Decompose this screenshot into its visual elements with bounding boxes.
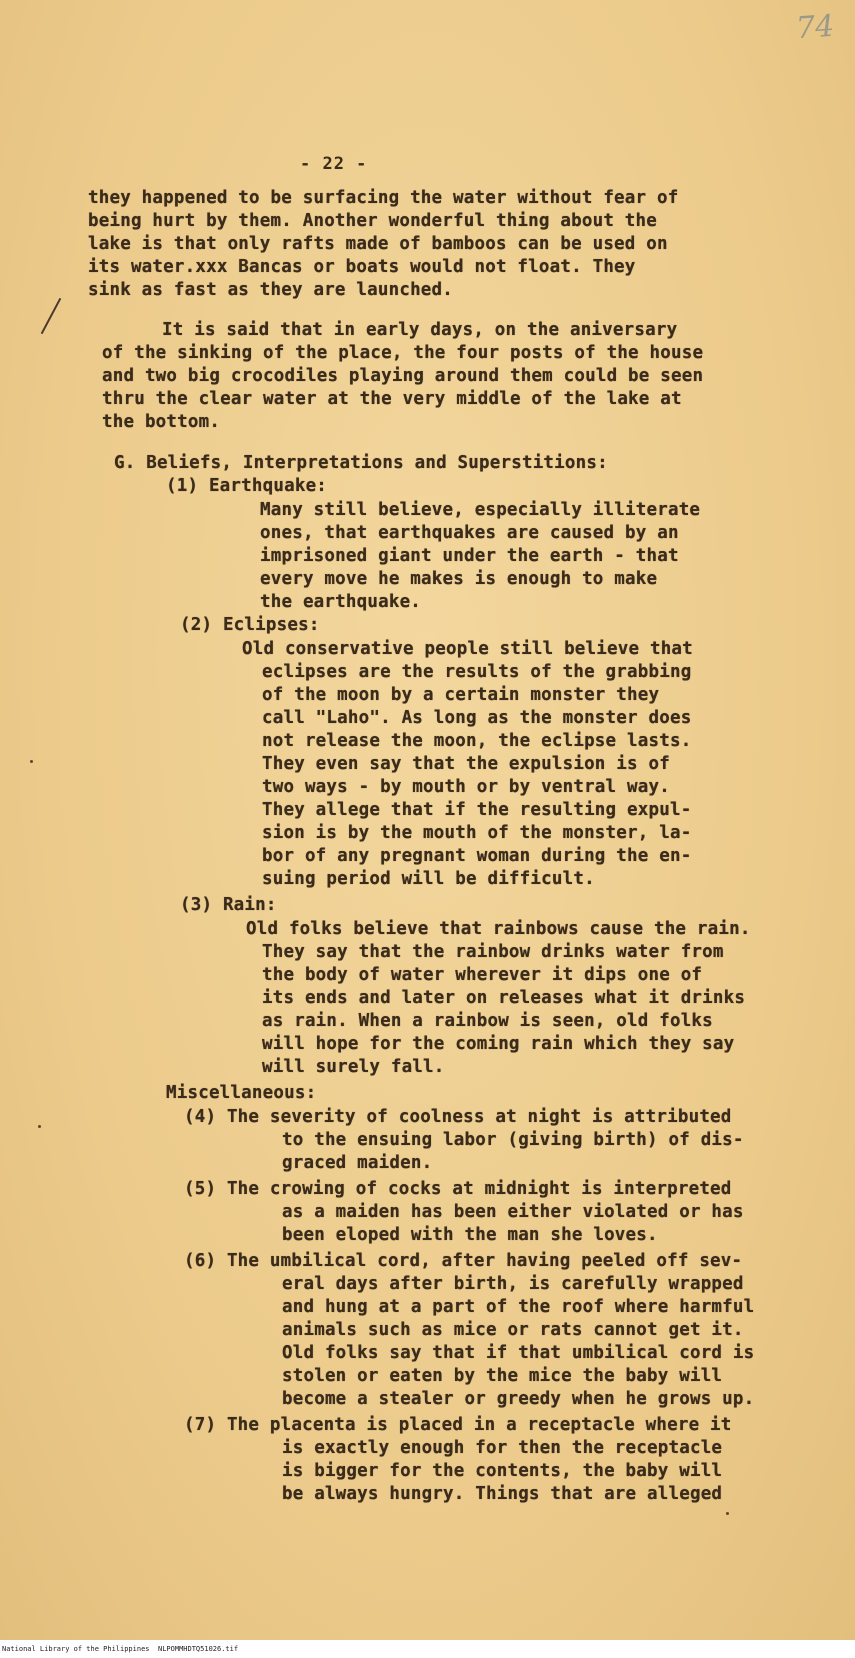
text-line: they happened to be surfacing the water without fear of bbox=[88, 188, 679, 208]
subheading: (2) Eclipses: bbox=[180, 615, 320, 635]
handwritten-page-number: 74 bbox=[794, 8, 836, 47]
text-line: of the moon by a certain monster they bbox=[262, 685, 660, 705]
text-line: suing period will be difficult. bbox=[262, 869, 595, 889]
text-line: They allege that if the resulting expul- bbox=[262, 800, 692, 820]
text-line: They say that the rainbow drinks water from bbox=[262, 942, 724, 962]
footer-file-name: NLPOMMHDTQ51026.tif bbox=[158, 1645, 239, 1653]
subheading: (1) Earthquake: bbox=[166, 476, 328, 496]
section-heading: G. Beliefs, Interpretations and Superstitions: bbox=[114, 453, 608, 473]
text-line: (6) The umbilical cord, after having peeled off sev- bbox=[184, 1251, 743, 1271]
text-line: every move he makes is enough to make bbox=[260, 569, 658, 589]
paper-speck bbox=[38, 1125, 41, 1128]
text-line: sion is by the mouth of the monster, la- bbox=[262, 823, 692, 843]
paper-speck bbox=[30, 760, 33, 763]
text-line: the earthquake. bbox=[260, 592, 422, 612]
text-line: the bottom. bbox=[102, 412, 221, 432]
text-line: to the ensuing labor (giving birth) of dis- bbox=[282, 1130, 744, 1150]
text-line: Old folks believe that rainbows cause the rain. bbox=[246, 919, 751, 939]
text-line: is bigger for the contents, the baby will bbox=[282, 1461, 723, 1481]
text-line: imprisoned giant under the earth - that bbox=[260, 546, 679, 566]
text-line: eclipses are the results of the grabbing bbox=[262, 662, 692, 682]
text-line: two ways - by mouth or by ventral way. bbox=[262, 777, 670, 797]
text-line: its ends and later on releases what it drinks bbox=[262, 988, 746, 1008]
text-line: of the sinking of the place, the four posts of the house bbox=[102, 343, 704, 363]
text-line: Many still believe, especially illiterate bbox=[260, 500, 701, 520]
text-line: not release the moon, the eclipse lasts. bbox=[262, 731, 692, 751]
text-line: is exactly enough for then the receptacle bbox=[282, 1438, 723, 1458]
text-line: It is said that in early days, on the aniversary bbox=[162, 320, 678, 340]
text-line: will hope for the coming rain which they say bbox=[262, 1034, 735, 1054]
text-line: the body of water wherever it dips one of bbox=[262, 965, 703, 985]
text-line: its water.xxx Bancas or boats would not float. They bbox=[88, 257, 636, 277]
margin-pen-mark bbox=[41, 298, 62, 334]
text-line: and two big crocodiles playing around them could be seen bbox=[102, 366, 704, 386]
text-line: be always hungry. Things that are alleged bbox=[282, 1484, 723, 1504]
text-line: graced maiden. bbox=[282, 1153, 433, 1173]
text-line: Old conservative people still believe that bbox=[242, 639, 693, 659]
text-line: and hung at a part of the roof where harmful bbox=[282, 1297, 755, 1317]
footer-library-name: National Library of the Philippines bbox=[2, 1645, 150, 1653]
text-line: eral days after birth, is carefully wrapped bbox=[282, 1274, 744, 1294]
text-line: being hurt by them. Another wonderful thing about the bbox=[88, 211, 658, 231]
text-line: call "Laho". As long as the monster does bbox=[262, 708, 692, 728]
page-number: - 22 - bbox=[300, 154, 368, 174]
text-line: bor of any pregnant woman during the en- bbox=[262, 846, 692, 866]
text-line: as a maiden has been either violated or has bbox=[282, 1202, 744, 1222]
text-line: as rain. When a rainbow is seen, old folks bbox=[262, 1011, 713, 1031]
subheading: (3) Rain: bbox=[180, 895, 277, 915]
text-line: been eloped with the man she loves. bbox=[282, 1225, 658, 1245]
text-line: lake is that only rafts made of bamboos can be used on bbox=[88, 234, 668, 254]
paper-speck bbox=[726, 1512, 729, 1515]
text-line: Old folks say that if that umbilical cord is bbox=[282, 1343, 755, 1363]
text-line: become a stealer or greedy when he grows up. bbox=[282, 1389, 755, 1409]
text-line: They even say that the expulsion is of bbox=[262, 754, 670, 774]
text-line: ones, that earthquakes are caused by an bbox=[260, 523, 679, 543]
text-line: will surely fall. bbox=[262, 1057, 445, 1077]
text-line: (7) The placenta is placed in a receptacle where it bbox=[184, 1415, 732, 1435]
text-line: sink as fast as they are launched. bbox=[88, 280, 454, 300]
text-line: (4) The severity of coolness at night is attributed bbox=[184, 1107, 732, 1127]
text-line: animals such as mice or rats cannot get it. bbox=[282, 1320, 744, 1340]
text-line: thru the clear water at the very middle of the lake at bbox=[102, 389, 682, 409]
subheading: Miscellaneous: bbox=[166, 1083, 317, 1103]
text-line: (5) The crowing of cocks at midnight is interpreted bbox=[184, 1179, 732, 1199]
text-line: stolen or eaten by the mice the baby will bbox=[282, 1366, 723, 1386]
